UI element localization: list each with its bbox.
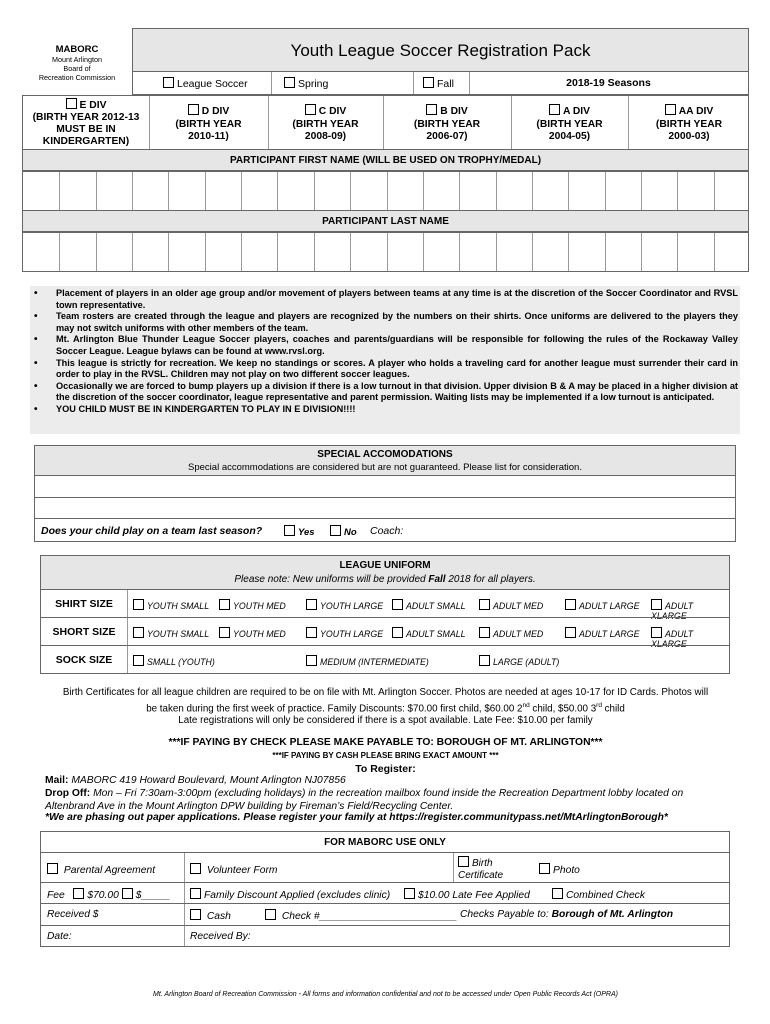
letter-box-divider [277,172,278,210]
letter-box-divider [605,172,606,210]
season-label: 2018-19 Seasons [566,77,651,89]
dropoff-text-2: Altenbrand Ave in the Mount Arlington DPW building by Fireman’s Field/Recycling Center. [45,800,454,812]
division-aa[interactable]: AA DIV (BIRTH YEAR 2000-03) [655,106,723,142]
mail-label: Mail: [45,775,69,786]
volunteer-form-option[interactable]: Volunteer Form [190,863,277,876]
checkbox[interactable] [404,888,415,899]
sock-size-row [40,645,730,674]
letter-box-divider [168,233,169,271]
info-line-2: be taken during the first week of practice. Family Discounts: $70.00 first child, $60.00 2nd child, $50.00 3rd child [146,701,625,714]
letter-box-divider [496,172,497,210]
checkbox[interactable] [47,863,58,874]
dropoff-label: Drop Off: [45,788,91,799]
page-title: Youth League Soccer Registration Pack [290,41,591,60]
rule-item: • YOU CHILD MUST BE IN KINDERGARTEN TO PLAY IN E DIVISION!!!! [30,404,738,416]
checkbox[interactable] [565,599,576,610]
letter-box-divider [387,233,388,271]
shirt-size-option[interactable]: ADULT XLARGE [651,601,694,621]
office-row-2 [40,882,730,904]
checkbox[interactable] [122,888,133,899]
checkbox[interactable] [306,627,317,638]
checkbox[interactable] [133,627,144,638]
checks-payable-label: Checks Payable to: [460,909,549,920]
rule-item: • This league is strictly for recreation. We keep no standings or scores. A player who holds a traveling card for another league must surrender their card in order to play in the RVSL. Children may not play on two different soccer leagues. [30,358,738,381]
sock-size-option[interactable]: MEDIUM (INTERMEDIATE) [306,655,429,667]
cash-option[interactable]: Cash [190,909,231,922]
division-d[interactable]: D DIV (BIRTH YEAR 2010-11) [175,106,242,142]
letter-box-divider [459,233,460,271]
late-fee-option[interactable]: $10.00 Late Fee Applied [404,888,530,901]
letter-box-divider [314,172,315,210]
letter-box-divider [714,233,715,271]
division-b-checkbox[interactable] [426,104,437,115]
division-d-checkbox[interactable] [188,104,199,115]
checkbox[interactable] [219,627,230,638]
dropoff-text: Mon – Fri 7:30am-3:00pm (excluding holidays) in the recreation mailbox found inside the Recreation Department lobby located on [93,788,684,799]
mail-address: MABORC 419 Howard Boulevard, Mount Arlington NJ07856 [71,775,346,786]
letter-box-divider [677,233,678,271]
shirt-size-option[interactable]: YOUTH MED [219,599,286,611]
division-e[interactable]: E DIV (BIRTH YEAR 2012-13 MUST BE IN KINDERGARTEN) [32,100,140,147]
sock-size-label: SOCK SIZE [55,654,113,666]
fall-option[interactable]: Fall [423,77,454,90]
division-e-checkbox[interactable] [66,98,77,109]
short-size-option[interactable]: YOUTH MED [219,627,286,639]
cash-note: ***IF PAYING BY CASH PLEASE BRING EXACT AMOUNT *** [272,751,499,760]
last-season-row [34,518,736,542]
letter-box-divider [532,233,533,271]
special-line-2[interactable] [34,497,736,519]
short-size-label: SHORT SIZE [52,626,116,638]
checkbox[interactable] [651,599,662,610]
last-name-boxes[interactable] [22,232,749,272]
to-register: To Register: [355,763,416,775]
first-name-label: PARTICIPANT FIRST NAME (WILL BE USED ON TROPHY/MEDAL) [22,149,749,171]
office-row-3 [40,903,730,926]
letter-box-divider [605,233,606,271]
division-a-checkbox[interactable] [549,104,560,115]
birth-certificate-option[interactable]: Birth Certificate [458,858,504,881]
last-name-label: PARTICIPANT LAST NAME [22,210,749,232]
org-name: MABORC [55,44,99,55]
checkbox[interactable] [133,655,144,666]
special-title: SPECIAL ACCOMODATIONS [317,449,453,460]
fee-options [47,888,170,901]
division-c-checkbox[interactable] [305,104,316,115]
letter-box-divider [641,172,642,210]
checkbox[interactable] [190,909,201,920]
checkbox[interactable] [190,888,201,899]
letter-box-divider [96,172,97,210]
special-header [34,445,736,476]
checkbox[interactable] [73,888,84,899]
header-org [22,28,132,94]
office-row-1 [40,852,730,883]
uniform-header [40,555,730,590]
league-soccer-checkbox[interactable] [163,77,174,88]
uniform-note-prefix: Please note: New uniforms will be provided [234,574,429,585]
uniform-note-season: Fall [428,574,446,585]
check-note: ***IF PAYING BY CHECK PLEASE MAKE PAYABLE TO: BOROUGH OF MT. ARLINGTON*** [168,737,603,748]
checkbox[interactable] [219,599,230,610]
special-subtitle: Special accommodations are considered but are not guaranteed. Please list for consideration. [188,462,582,473]
shirt-size-option[interactable]: YOUTH SMALL [133,599,209,611]
checkbox[interactable] [133,599,144,610]
checkbox[interactable] [539,863,550,874]
fall-checkbox[interactable] [423,77,434,88]
letter-box-divider [205,233,206,271]
division-aa-checkbox[interactable] [665,104,676,115]
info-line-3: Late registrations will only be considered if there is a spot available. Late Fee: $10.00 per family [178,715,593,727]
uniform-note [41,574,729,585]
short-size-option[interactable]: ADULT MED [479,627,543,639]
rules-panel [30,286,740,434]
org-line2: Board of [63,64,91,73]
league-soccer-option[interactable]: League Soccer [163,77,248,90]
uniform-note-suffix: 2018 for all players. [445,574,536,585]
rule-item: • Team rosters are created through the league and players are recognized by the numbers on their shirts. Once uniforms are delivered to the players they may not switch uniforms with other members of the team. [30,311,738,334]
letter-box-divider [350,233,351,271]
combined-check-option[interactable]: Combined Check [552,888,645,901]
shirt-size-option[interactable]: ADULT SMALL [392,599,465,611]
letter-box-divider [677,172,678,210]
checkbox[interactable] [306,599,317,610]
office-row-4 [40,925,730,947]
checkbox[interactable] [306,655,317,666]
checkbox[interactable] [479,599,490,610]
uniform-title: LEAGUE UNIFORM [339,560,431,571]
letter-box-divider [641,233,642,271]
letter-box-divider [568,172,569,210]
info-block [22,687,749,728]
short-size-option[interactable]: YOUTH LARGE [306,627,383,639]
divisions-row [22,95,749,150]
letter-box-divider [241,233,242,271]
checkbox[interactable] [552,888,563,899]
org-line3: Recreation Commission [38,73,116,82]
letter-box-divider [350,172,351,210]
checks-payable [460,909,673,920]
date-label: Date: [47,931,72,942]
parental-agreement-option[interactable]: Parental Agreement [47,863,155,876]
office-title: FOR MABORC USE ONLY [40,831,730,853]
spring-checkbox[interactable] [284,77,295,88]
season-row [132,71,749,95]
checkbox[interactable] [565,627,576,638]
rule-item: • Occasionally we are forced to bump players up a division if there is a low turnout in that division. Upper division B & A may be placed in a higher division at the discretion of the soccer coordinator, league representative and parent permission. Waiting lists may be implemented if a low turnout is anticipated. [30,381,738,404]
received-amount-label: Received $ [47,909,99,920]
letter-box-divider [714,172,715,210]
letter-box-divider [132,172,133,210]
shirt-size-label: SHIRT SIZE [55,598,113,610]
dropoff-block [45,788,730,813]
letter-box-divider [532,172,533,210]
fee-70-option[interactable]: $70.00 [73,890,119,901]
shirt-size-row [40,589,730,621]
title-box [132,28,749,72]
short-size-option[interactable]: ADULT LARGE [565,627,639,639]
letter-box-divider [96,233,97,271]
checkbox[interactable] [392,627,403,638]
short-size-row [40,617,730,649]
checkbox[interactable] [651,627,662,638]
letter-box-divider [277,233,278,271]
checkbox[interactable] [479,627,490,638]
yes-checkbox[interactable] [284,525,295,536]
letter-box-divider [423,172,424,210]
short-size-option[interactable]: YOUTH SMALL [133,627,209,639]
online-register-note: *We are phasing out paper applications. Please register your family at https://register.communitypass.net/MtArlingtonBorough* [45,812,668,823]
letter-box-divider [168,172,169,210]
checkbox[interactable] [265,909,276,920]
letter-box-divider [241,172,242,210]
no-checkbox[interactable] [330,525,341,536]
check-number-option[interactable]: Check #________________________ [265,909,457,922]
photo-option[interactable]: Photo [539,863,580,876]
letter-box-divider [459,172,460,210]
footer-note: Mt. Arlington Board of Recreation Commission - All forms and information confidential and not to be accessed under Open Public Records Act (OPRA) [153,991,618,998]
received-by-label: Received By: [190,931,251,942]
last-season-question: Does your child play on a team last season? [41,525,263,537]
checkbox[interactable] [190,863,201,874]
family-discount-option[interactable]: Family Discount Applied (excludes clinic) [190,888,390,901]
checkbox[interactable] [479,655,490,666]
info-line-1: Birth Certificates for all league children are required to be on file with Mt. Arlington Soccer. Photos are needed at ages 10-17 for ID Cards. Photos will [62,687,709,698]
division-b[interactable]: B DIV (BIRTH YEAR 2006-07) [413,106,481,142]
shirt-size-option[interactable]: ADULT LARGE [565,599,639,611]
letter-box-divider [132,233,133,271]
letter-box-divider [496,233,497,271]
fee-label: Fee [47,890,65,901]
mail-line [45,775,730,786]
letter-box-divider [205,172,206,210]
sock-size-option[interactable]: SMALL (YOUTH) [133,655,215,667]
letter-box-divider [59,233,60,271]
letter-box-divider [568,233,569,271]
short-size-option[interactable]: ADULT SMALL [392,627,465,639]
yes-option[interactable]: Yes [284,525,315,538]
sock-size-option[interactable]: LARGE (ADULT) [479,655,559,667]
coach-label: Coach: [370,525,404,537]
letter-box-divider [59,172,60,210]
spring-option[interactable]: Spring [284,77,328,90]
shirt-size-option[interactable]: YOUTH LARGE [306,599,383,611]
rule-item: • Mt. Arlington Blue Thunder League Soccer players, coaches and parents/guardians will be responsible for following the rules of the Rockaway Valley Soccer League. League bylaws can be found at www.rvsl.org. [30,334,738,357]
short-size-option[interactable]: ADULT XLARGE [651,629,694,649]
checkbox[interactable] [392,599,403,610]
division-c[interactable]: C DIV (BIRTH YEAR 2008-09) [292,106,359,142]
no-option[interactable]: No [330,525,357,538]
checks-payable-to: Borough of Mt. Arlington [551,909,674,920]
letter-box-divider [314,233,315,271]
shirt-size-option[interactable]: ADULT MED [479,599,543,611]
letter-box-divider [387,172,388,210]
rule-item: • Placement of players in an older age group and/or movement of players between teams at any time is at the discretion of the Soccer Coordinator and RVSL town representative. [30,288,738,311]
division-a[interactable]: A DIV (BIRTH YEAR 2004-05) [536,106,603,142]
checkbox[interactable] [458,856,469,867]
fee-other-option[interactable]: $_____ [122,890,170,901]
special-line-1[interactable] [34,475,736,498]
letter-box-divider [423,233,424,271]
first-name-boxes[interactable] [22,171,749,211]
org-line1: Mount Arlington [52,55,102,64]
